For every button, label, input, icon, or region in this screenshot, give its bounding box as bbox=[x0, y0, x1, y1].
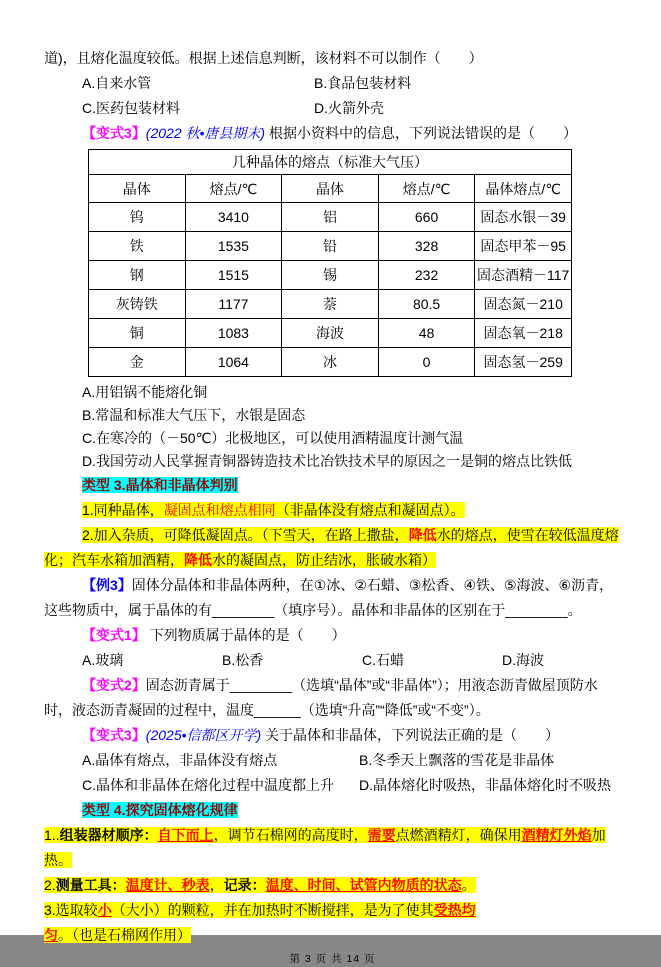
cell: 钢 bbox=[89, 261, 186, 290]
cell: 232 bbox=[378, 261, 475, 290]
intro-options bbox=[44, 71, 621, 121]
question-li3 bbox=[44, 573, 621, 623]
rule-keyword: 自下而上 bbox=[157, 827, 214, 843]
cell: 80.5 bbox=[378, 290, 475, 319]
rule-keyword: 受热均匀 bbox=[44, 902, 476, 943]
cell: 1083 bbox=[185, 319, 282, 348]
question-stem: 固体分晶体和非晶体两种，在①冰、②石蜡、③松香、④铁、⑤海波、⑥沥青，这些物质中，属于晶体的有________（填序号）。晶体和非晶体的区别在于________。 bbox=[44, 577, 614, 618]
exam-source: (2022 秋•唐县期末) bbox=[145, 125, 266, 141]
option-b: B.食品包装材料 bbox=[314, 75, 412, 91]
question-tag: 【变式3】 bbox=[82, 125, 146, 141]
note-text: （非晶体没有熔点和凝固点）。 bbox=[275, 502, 465, 518]
option-b: B.常温和标准大气压下，水银是固态 bbox=[82, 407, 306, 423]
cell: 328 bbox=[378, 232, 475, 261]
rule-assembly-order bbox=[44, 823, 621, 873]
cell: 固态甲苯－95 bbox=[475, 232, 572, 261]
question-table-options bbox=[44, 381, 621, 473]
option-c: C.晶体和非晶体在熔化过程中温度都上升 bbox=[82, 777, 334, 793]
question-tag: 【变式3】 bbox=[82, 727, 146, 743]
rule-label: 记录： bbox=[223, 877, 266, 893]
section-heading-type3: 类型 3.晶体和非晶体判别 bbox=[82, 477, 238, 493]
question-tag: 【例3】 bbox=[82, 577, 132, 593]
cell: 固态酒精－117 bbox=[475, 261, 572, 290]
rule-keyword: 温度计、秒表 bbox=[125, 877, 210, 893]
note-impurity bbox=[44, 523, 621, 573]
option-a: A.自来水管 bbox=[82, 75, 152, 91]
table-row bbox=[89, 203, 572, 232]
table-row bbox=[89, 319, 572, 348]
note-text: 2.加入杂质，可降低凝固点。（下雪天，在路上撒盐， bbox=[82, 527, 409, 543]
col-header: 熔点/℃ bbox=[185, 175, 282, 203]
question-bs3 bbox=[44, 723, 621, 748]
option-b: B.松香 bbox=[222, 652, 264, 668]
cell: 锡 bbox=[282, 261, 379, 290]
option-a: A.玻璃 bbox=[82, 652, 124, 668]
cell: 固态氮－210 bbox=[475, 290, 572, 319]
table-row bbox=[89, 348, 572, 377]
rule-text: 加热。 bbox=[44, 827, 606, 868]
cell: 固态氢－259 bbox=[475, 348, 572, 377]
rule-text: 。（也是石棉网作用） bbox=[58, 927, 191, 943]
table-row bbox=[89, 232, 572, 261]
rule-label: 组装器材顺序： bbox=[59, 827, 158, 843]
question-stem: 关于晶体和非晶体，下列说法正确的是（ ） bbox=[265, 727, 560, 743]
rule-number: 2. bbox=[44, 877, 56, 893]
option-d: D.我国劳动人民掌握青铜器铸造技术比冶铁技术早的原因之一是铜的熔点比铁低 bbox=[82, 453, 572, 469]
question-bs3-options bbox=[44, 748, 621, 798]
cell: 铝 bbox=[282, 203, 379, 232]
rule-measuring-tools bbox=[44, 873, 621, 898]
cell: 灰铸铁 bbox=[89, 290, 186, 319]
col-header: 晶体 bbox=[89, 175, 186, 203]
rule-text: ， bbox=[209, 877, 224, 893]
intro-line: 道)，且熔化温度较低。根据上述信息判断，该材料不可以制作（ ） bbox=[44, 50, 483, 66]
cell: 1177 bbox=[185, 290, 282, 319]
cell: 1064 bbox=[185, 348, 282, 377]
question-stem: 固态沥青属于________（选填“晶体”或“非晶体”）；用液态沥青做屋顶防水时，液态沥青凝固的过程中，温度______（选填“升高”“降低”或“不变”）。 bbox=[44, 677, 598, 718]
col-header: 晶体熔点/℃ bbox=[475, 175, 572, 203]
option-d: D.晶体熔化时吸热，非晶体熔化时不吸热 bbox=[359, 777, 611, 793]
rule-keyword: 需要 bbox=[367, 827, 396, 843]
page-footer: 第 3 页 共 14 页 bbox=[289, 953, 376, 965]
option-b: B.冬季天上飘落的雪花是非晶体 bbox=[359, 752, 555, 768]
col-header: 熔点/℃ bbox=[378, 175, 475, 203]
rule-label: 测量工具： bbox=[55, 877, 126, 893]
cell: 固态氧－218 bbox=[475, 319, 572, 348]
rule-text: ，调节石棉网的高度时， bbox=[213, 827, 368, 843]
cell: 660 bbox=[378, 203, 475, 232]
note-text: 水的熔点，使雪在较低温度熔化；汽车水箱加酒精， bbox=[44, 527, 619, 568]
option-d: D.火箭外壳 bbox=[314, 100, 384, 116]
cell: 铜 bbox=[89, 319, 186, 348]
cell: 冰 bbox=[282, 348, 379, 377]
table-title: 几种晶体的熔点（标准大气压） bbox=[89, 150, 572, 175]
table-row bbox=[89, 290, 572, 319]
cell: 钨 bbox=[89, 203, 186, 232]
cell: 铁 bbox=[89, 232, 186, 261]
cell: 1515 bbox=[185, 261, 282, 290]
rule-keyword: 温度、时间、试管内物质的状态 bbox=[265, 877, 462, 893]
table-title-row bbox=[89, 150, 572, 175]
question-bs1-options bbox=[44, 648, 621, 673]
rule-keyword: 小 bbox=[97, 902, 112, 918]
rule-particle-size bbox=[44, 898, 621, 948]
rule-keyword: 酒精灯外焰 bbox=[521, 827, 592, 843]
note-keyword: 凝固点和熔点相同 bbox=[163, 502, 276, 518]
cell: 海波 bbox=[282, 319, 379, 348]
melting-point-table bbox=[88, 149, 572, 377]
note-same-crystal bbox=[44, 498, 621, 523]
question-tag: 【变式2】 bbox=[82, 677, 146, 693]
option-c: C.医药包装材料 bbox=[82, 100, 180, 116]
section-heading-type4: 类型 4.探究固体熔化规律 bbox=[82, 802, 238, 818]
question-bs2 bbox=[44, 673, 621, 723]
question-stem: 根据小资料中的信息，下列说法错误的是（ ） bbox=[268, 125, 577, 141]
option-d: D.海波 bbox=[502, 652, 544, 668]
cell: 固态水银－39 bbox=[475, 203, 572, 232]
col-header: 晶体 bbox=[282, 175, 379, 203]
cell: 48 bbox=[378, 319, 475, 348]
question-stem: 下列物质属于晶体的是（ ） bbox=[149, 627, 346, 643]
exam-source: (2025•信都区开学) bbox=[145, 727, 262, 743]
rule-text: 点燃酒精灯，确保用 bbox=[395, 827, 522, 843]
cell: 萘 bbox=[282, 290, 379, 319]
cell: 金 bbox=[89, 348, 186, 377]
cell: 1535 bbox=[185, 232, 282, 261]
question-bs1 bbox=[44, 623, 621, 648]
cell: 3410 bbox=[185, 203, 282, 232]
note-text: 1.同种晶体， bbox=[82, 502, 164, 518]
rule-number: 1.. bbox=[44, 827, 60, 843]
rule-text: 。 bbox=[461, 877, 476, 893]
cell: 铅 bbox=[282, 232, 379, 261]
table-row bbox=[89, 261, 572, 290]
rule-text: 3.选取较 bbox=[44, 902, 98, 918]
note-text: 水的凝固点，防止结冰，胀破水箱） bbox=[212, 552, 436, 568]
cell: 0 bbox=[378, 348, 475, 377]
rule-text: （大小）的颗粒，并在加热时不断搅拌，是为了使其 bbox=[111, 902, 434, 918]
option-c: C.石蜡 bbox=[362, 652, 404, 668]
question-tag: 【变式1】 bbox=[82, 627, 146, 643]
table-header-row bbox=[89, 175, 572, 203]
option-a: A.晶体有熔点，非晶体没有熔点 bbox=[82, 752, 278, 768]
note-keyword: 降低 bbox=[408, 527, 437, 543]
option-c: C.在寒冷的（－50℃）北极地区，可以使用酒精温度计测气温 bbox=[82, 430, 464, 446]
note-keyword: 降低 bbox=[184, 552, 212, 568]
option-a: A.用铝锅不能熔化铜 bbox=[82, 384, 208, 400]
question-table-header bbox=[44, 121, 621, 146]
